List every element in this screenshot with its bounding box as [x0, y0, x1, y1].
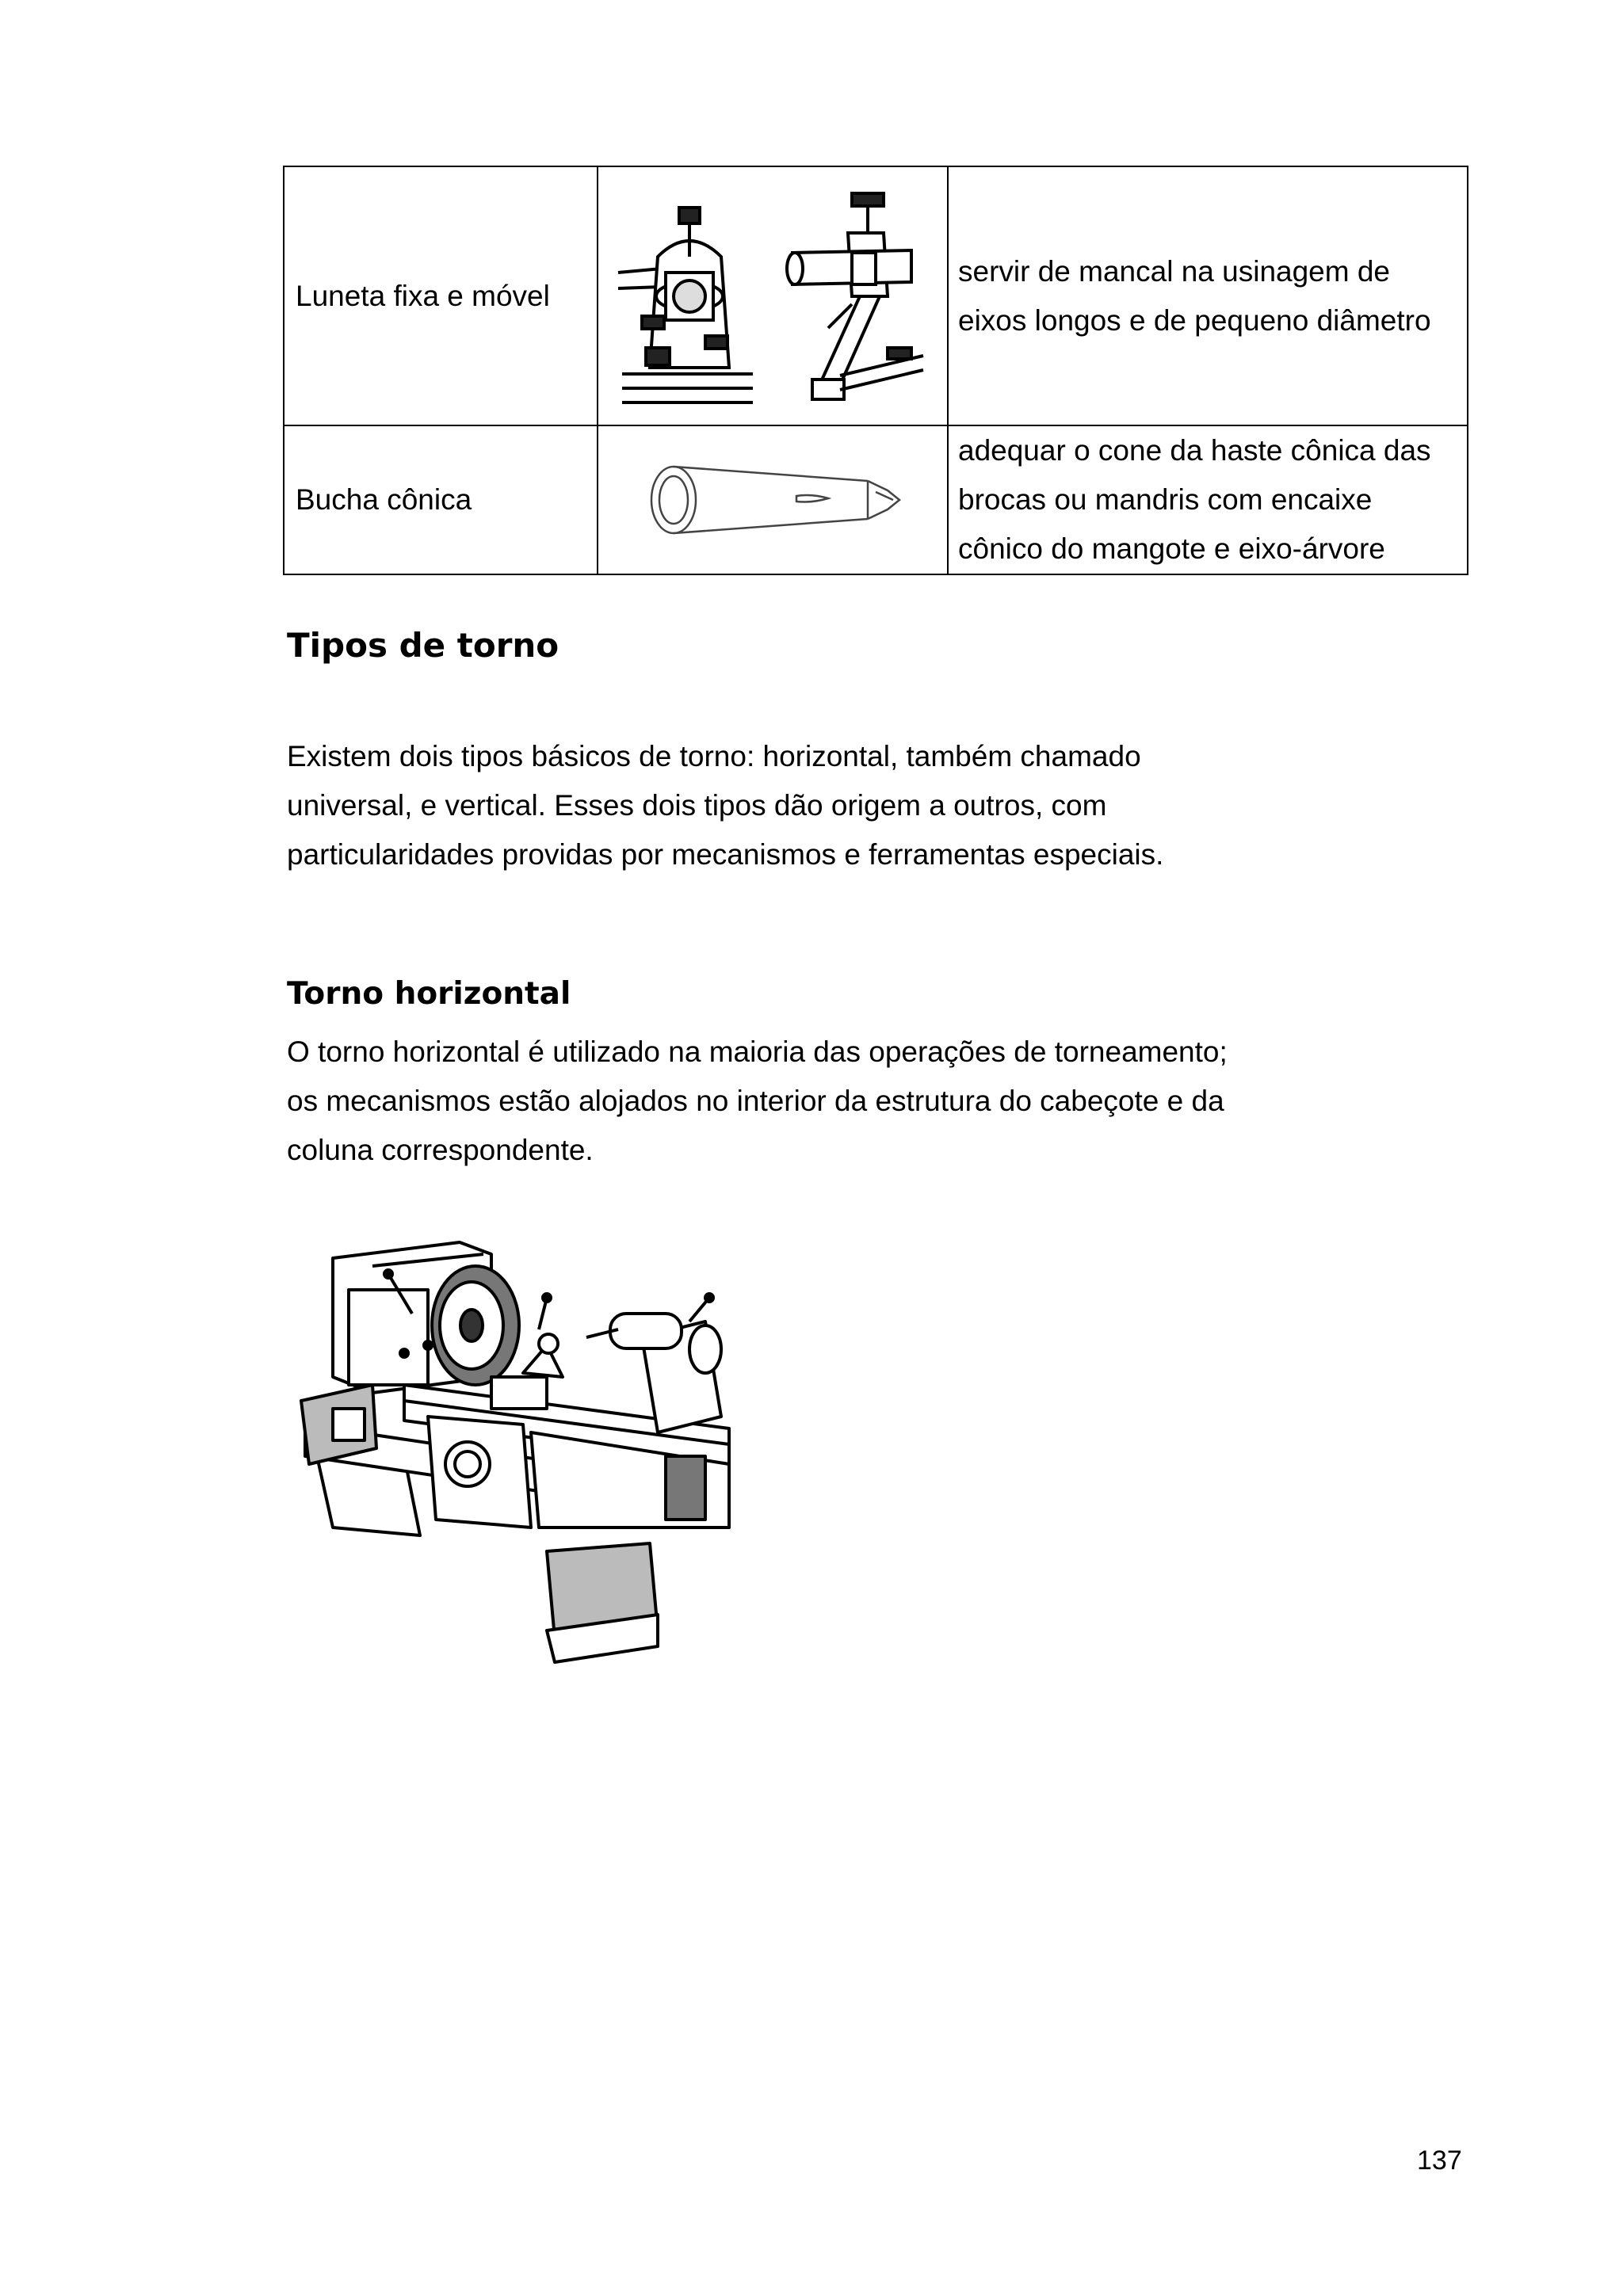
- table-row: [284, 425, 1468, 574]
- accessory-image-cell: [598, 425, 948, 574]
- accessory-description: adequar o cone da haste cônica das brocas ou mandris com encaixe cônico do mangote e eixo-árvore: [948, 425, 1468, 574]
- accessory-image-cell: [598, 166, 948, 425]
- accessory-name: Luneta fixa e móvel: [284, 166, 598, 425]
- subsection-title: Torno horizontal: [287, 976, 571, 1012]
- section-paragraph: Existem dois tipos básicos de torno: horizontal, também chamado universal, e vertical. Esses dois tipos dão origem a outros, com particularidades providas por mecanismos e ferramentas especiais.: [287, 740, 1164, 871]
- section-title: Tipos de torno: [287, 626, 559, 665]
- steady-rest-illustration-icon: [614, 177, 931, 415]
- accessory-name: Bucha cônica: [284, 425, 598, 574]
- accessory-description: servir de mancal na usinagem de eixos longos e de pequeno diâmetro: [948, 166, 1468, 425]
- table-row: [284, 166, 1468, 425]
- taper-sleeve-illustration-icon: [638, 452, 907, 547]
- accessories-table: [283, 166, 1468, 575]
- subsection-paragraph: O torno horizontal é utilizado na maioria das operações de torneamento; os mecanismos estão alojados no interior da estrutura do cabeçote e da coluna correspondente.: [287, 1035, 1228, 1166]
- horizontal-lathe-illustration-icon: [285, 1219, 761, 1670]
- page-number: 137: [1417, 2145, 1462, 2176]
